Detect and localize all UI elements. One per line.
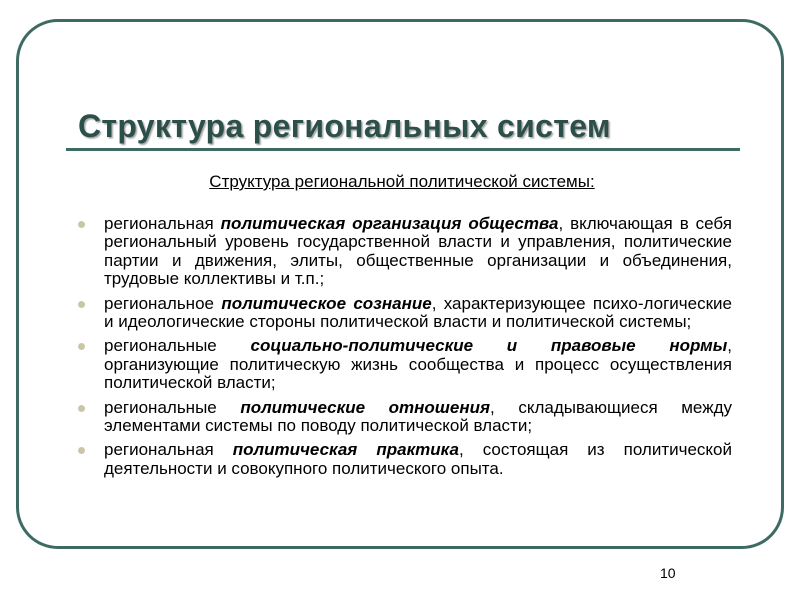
slide-subtitle: Структура региональной политической системы: [209,172,595,191]
bullet-emphasis: политические отношения [240,397,491,417]
bullet-dot-icon [78,343,85,350]
bullet-item [78,337,732,392]
bullet-text: региональные [104,336,251,356]
bullet-text: , включающая в себя региональный уровень государственной власти и управления, политические партии и движения, элиты, общественные организации и объединения, трудовые коллективы и т.п.; [104,214,732,289]
bullet-text: , состоящая из политической деятельности и совокупного политического опыта. [104,440,733,478]
bullet-text: , складывающиеся между элементами системы по поводу политической власти; [104,397,732,436]
bullet-item [78,441,732,478]
bullet-text: региональные [104,397,241,417]
bullet-list [78,215,732,484]
bullet-dot-icon [78,447,85,454]
bullet-text: региональная [104,440,233,460]
bullet-item [78,399,732,436]
bullet-emphasis: политическая практика [232,440,459,460]
bullet-item [78,295,732,332]
bullet-dot-icon [78,221,85,228]
bullet-text: , характеризующее психо-логические и идеологические стороны политической власти и политической системы; [104,293,733,332]
bullet-text: региональная [104,214,221,233]
title-underline-rule [66,148,740,151]
bullet-dot-icon [78,405,85,412]
bullet-emphasis: социально-политические и правовые нормы [250,336,728,356]
page-number: 10 [660,565,676,581]
bullet-text: , организующие политическую жизнь сообщества и процесс осуществления политической власти; [104,336,732,393]
bullet-emphasis: политическое сознание [221,293,432,313]
bullet-dot-icon [78,301,85,308]
bullet-emphasis: политическая организация общества [220,214,559,233]
slide-title: Структура региональных систем [78,108,611,144]
bullet-item [78,215,732,289]
bullet-text: региональное [104,293,222,313]
